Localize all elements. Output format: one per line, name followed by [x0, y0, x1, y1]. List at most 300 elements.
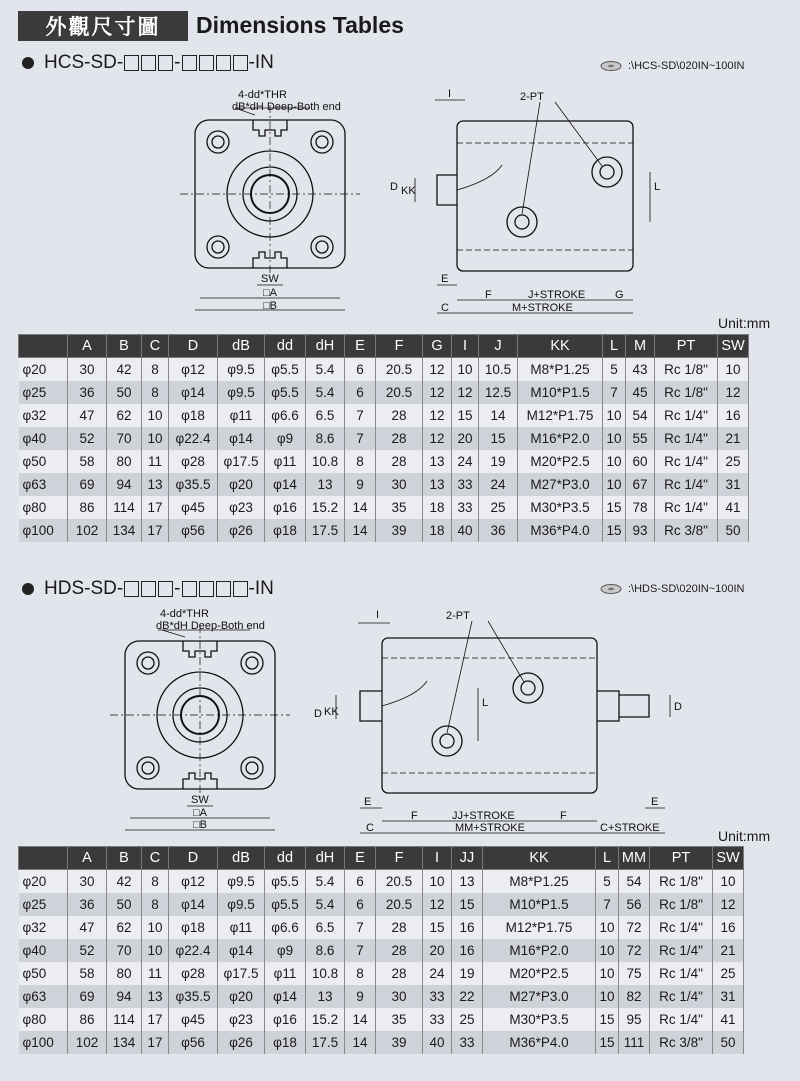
table-cell: φ14 [265, 985, 306, 1008]
table-cell: φ14 [169, 381, 218, 404]
column-header: L [596, 847, 619, 870]
label-kk: KK [401, 185, 416, 197]
table-row [19, 427, 749, 450]
table-cell: 12 [423, 893, 452, 916]
table-cell: 14 [345, 496, 376, 519]
table-cell: 15 [603, 496, 626, 519]
table-cell: 39 [376, 519, 423, 542]
table-cell: 24 [423, 962, 452, 985]
table-cell: 33 [452, 473, 479, 496]
column-header: J [479, 335, 518, 358]
column-header: dH [306, 335, 345, 358]
table-cell: 15 [596, 1008, 619, 1031]
table-cell: 20.5 [376, 893, 423, 916]
table-cell: φ35.5 [169, 473, 218, 496]
table-cell: 12 [423, 427, 452, 450]
table-cell: 10.8 [306, 962, 345, 985]
table-cell: 11 [142, 450, 169, 473]
table-cell: 15 [479, 427, 518, 450]
table-cell: 70 [107, 939, 142, 962]
table-cell: 15 [423, 916, 452, 939]
table-cell: 12 [718, 381, 749, 404]
table-cell: φ18 [169, 916, 218, 939]
table-cell: Rc 1/4" [650, 962, 713, 985]
table-row [19, 358, 749, 382]
table-cell: 14 [479, 404, 518, 427]
table-cell: 33 [423, 1008, 452, 1031]
table-cell: 25 [718, 450, 749, 473]
table-cell: 15 [596, 1031, 619, 1054]
label-c: C [441, 302, 449, 314]
disc-icon [600, 583, 622, 595]
table-cell: 134 [107, 519, 142, 542]
blank-box-icon [141, 581, 156, 597]
table-cell: 93 [626, 519, 655, 542]
table-header-row [19, 335, 749, 358]
table-cell: 10 [596, 916, 619, 939]
table-row [19, 519, 749, 542]
table-cell: 24 [452, 450, 479, 473]
file-path-text: :\HDS-SD\020IN~100IN [628, 583, 745, 595]
table-cell: 20.5 [376, 358, 423, 382]
table-cell: 28 [376, 404, 423, 427]
column-header: A [68, 335, 107, 358]
table-cell: φ11 [265, 962, 306, 985]
table-cell: 31 [713, 985, 744, 1008]
table-cell: 10 [596, 985, 619, 1008]
table-cell: 102 [68, 519, 107, 542]
hcs-dimensions-table [18, 334, 749, 542]
label-sw: SW [261, 273, 279, 285]
table-cell: 13 [423, 450, 452, 473]
table-cell: 14 [345, 1008, 376, 1031]
column-header: D [169, 335, 218, 358]
table-cell: 5.4 [306, 358, 345, 382]
table-row [19, 1031, 744, 1054]
table-cell: 8.6 [306, 939, 345, 962]
table-cell: 10 [713, 870, 744, 894]
table-cell: 6.5 [306, 404, 345, 427]
table-cell: 10 [603, 404, 626, 427]
table-cell: 10 [142, 427, 169, 450]
bullet-icon [22, 57, 34, 69]
table-cell: 55 [626, 427, 655, 450]
bore-size-cell: φ40 [19, 427, 68, 450]
bore-size-cell: φ80 [19, 1008, 68, 1031]
table-cell: 7 [345, 427, 376, 450]
table-cell: 10 [603, 427, 626, 450]
table-cell: 8 [142, 893, 169, 916]
label-mm-stroke: MM+STROKE [455, 822, 525, 834]
table-cell: 8 [345, 450, 376, 473]
label-f: F [485, 289, 492, 301]
table-row [19, 939, 744, 962]
table-cell: 17.5 [306, 1031, 345, 1054]
table-cell: 33 [423, 985, 452, 1008]
table-cell: 10 [603, 473, 626, 496]
side-view-body [457, 121, 633, 271]
page-title: Dimensions Tables [196, 12, 404, 38]
column-header: M [626, 335, 655, 358]
table-cell: 12 [423, 358, 452, 382]
table-cell: 10.8 [306, 450, 345, 473]
table-cell: 52 [68, 939, 107, 962]
table-cell: Rc 1/4" [650, 985, 713, 1008]
table-cell: 15 [603, 519, 626, 542]
column-header: F [376, 335, 423, 358]
table-cell: 16 [452, 916, 483, 939]
table-cell: 39 [376, 1031, 423, 1054]
table-cell: Rc 1/4" [655, 404, 718, 427]
table-cell: 114 [107, 496, 142, 519]
file-path-text: :\HCS-SD\020IN~100IN [628, 60, 745, 72]
table-cell: 56 [619, 893, 650, 916]
table-cell: φ16 [265, 1008, 306, 1031]
table-cell: φ14 [265, 473, 306, 496]
column-header: KK [518, 335, 603, 358]
blank-box-icon [182, 55, 197, 71]
label-a: □A [193, 807, 207, 819]
table-cell: 13 [142, 985, 169, 1008]
label-b: □B [263, 300, 277, 312]
label-pt: 2-PT [446, 610, 470, 622]
table-cell: 42 [107, 870, 142, 894]
table-row [19, 496, 749, 519]
table-cell: 5.4 [306, 870, 345, 894]
table-cell: 12 [423, 404, 452, 427]
table-cell: 19 [452, 962, 483, 985]
table-cell: 62 [107, 404, 142, 427]
table-cell: φ56 [169, 519, 218, 542]
table-cell: Rc 1/8" [650, 870, 713, 894]
table-cell: 35 [376, 496, 423, 519]
column-header: D [169, 847, 218, 870]
table-cell: φ5.5 [265, 381, 306, 404]
table-cell: 42 [107, 358, 142, 382]
column-header: dd [265, 335, 306, 358]
file-path-hcs [600, 60, 744, 72]
table-cell: M8*P1.25 [483, 870, 596, 894]
table-cell: 33 [452, 1031, 483, 1054]
header-badge: 外觀尺寸圖 [18, 11, 188, 41]
table-cell: 30 [376, 985, 423, 1008]
table-cell: 20 [452, 427, 479, 450]
column-header: C [142, 335, 169, 358]
table-cell: 14 [345, 519, 376, 542]
column-header: MM [619, 847, 650, 870]
table-cell: 28 [376, 916, 423, 939]
table-cell: 60 [626, 450, 655, 473]
table-row [19, 893, 744, 916]
table-cell: Rc 1/4" [650, 939, 713, 962]
table-cell: 10 [596, 939, 619, 962]
table-cell: φ45 [169, 1008, 218, 1031]
table-cell: 13 [306, 985, 345, 1008]
column-header: PT [655, 335, 718, 358]
table-cell: M12*P1.75 [483, 916, 596, 939]
table-cell: 17 [142, 496, 169, 519]
label-jj-stroke: JJ+STROKE [452, 810, 515, 822]
table-cell: 75 [619, 962, 650, 985]
label-e: E [364, 796, 372, 808]
table-cell: 5 [596, 870, 619, 894]
table-cell: φ28 [169, 450, 218, 473]
table-cell: 13 [142, 473, 169, 496]
table-cell: 31 [718, 473, 749, 496]
column-header: B [107, 847, 142, 870]
table-cell: 20 [423, 939, 452, 962]
table-cell: 72 [619, 939, 650, 962]
column-header: JJ [452, 847, 483, 870]
table-cell: φ35.5 [169, 985, 218, 1008]
table-cell: 10 [452, 358, 479, 382]
table-header-row [19, 847, 744, 870]
table-cell: 17 [142, 1008, 169, 1031]
label-thr: 4-dd*THR [160, 608, 209, 620]
column-header: dH [306, 847, 345, 870]
table-cell: Rc 1/4" [650, 1008, 713, 1031]
table-cell: 58 [68, 962, 107, 985]
label-e: E [441, 273, 449, 285]
table-cell: 13 [306, 473, 345, 496]
table-cell: 21 [718, 427, 749, 450]
table-cell: φ45 [169, 496, 218, 519]
hcs-technical-drawing [160, 80, 800, 325]
hds-technical-drawing [100, 603, 800, 843]
label-f-right: F [560, 810, 567, 822]
table-row [19, 450, 749, 473]
model-prefix: HDS-SD- [44, 578, 124, 599]
table-cell: 10.5 [479, 358, 518, 382]
table-cell: 21 [713, 939, 744, 962]
table-cell: Rc 1/4" [655, 427, 718, 450]
table-cell: 15 [452, 893, 483, 916]
blank-box-icon [216, 581, 231, 597]
table-cell: 10 [423, 870, 452, 894]
column-header: G [423, 335, 452, 358]
label-g: G [615, 289, 624, 301]
label-a: □A [263, 287, 277, 299]
label-d: D [390, 181, 398, 193]
table-cell: 80 [107, 450, 142, 473]
table-cell: 22 [452, 985, 483, 1008]
table-cell: φ5.5 [265, 358, 306, 382]
table-cell: 7 [596, 893, 619, 916]
column-header: SW [713, 847, 744, 870]
table-cell: 78 [626, 496, 655, 519]
table-cell: φ6.6 [265, 916, 306, 939]
table-cell: φ12 [169, 358, 218, 382]
bore-size-cell: φ80 [19, 496, 68, 519]
label-j-stroke: J+STROKE [528, 289, 586, 301]
table-cell: 17 [142, 1031, 169, 1054]
table-cell: 18 [423, 496, 452, 519]
table-cell: φ9.5 [218, 893, 265, 916]
table-cell: φ23 [218, 496, 265, 519]
table-cell: 111 [619, 1031, 650, 1054]
table-cell: 28 [376, 450, 423, 473]
table-cell: 8 [142, 358, 169, 382]
table-cell: 16 [713, 916, 744, 939]
table-cell: φ14 [169, 893, 218, 916]
table-cell: φ11 [265, 450, 306, 473]
table-cell: 41 [718, 496, 749, 519]
bore-size-cell: φ50 [19, 450, 68, 473]
blank-box-icon [124, 55, 139, 71]
disc-icon [600, 60, 622, 72]
table-cell: Rc 3/8" [655, 519, 718, 542]
table-cell: 36 [68, 893, 107, 916]
column-header: E [345, 847, 376, 870]
table-cell: 13 [423, 473, 452, 496]
column-header: PT [650, 847, 713, 870]
table-cell: φ22.4 [169, 427, 218, 450]
model-separator: - [174, 52, 181, 73]
table-cell: 94 [107, 985, 142, 1008]
table-row [19, 473, 749, 496]
model-separator: - [174, 578, 181, 599]
table-cell: 114 [107, 1008, 142, 1031]
table-cell: φ28 [169, 962, 218, 985]
column-header [19, 847, 68, 870]
file-path-hds [600, 583, 744, 595]
table-cell: 67 [626, 473, 655, 496]
model-line-hcs [22, 52, 274, 74]
table-cell: φ12 [169, 870, 218, 894]
column-header: dB [218, 335, 265, 358]
table-cell: 15.2 [306, 1008, 345, 1031]
table-cell: 6 [345, 381, 376, 404]
label-d-right: D [674, 701, 682, 713]
table-cell: 35 [376, 1008, 423, 1031]
table-cell: 9 [345, 985, 376, 1008]
table-row [19, 870, 744, 894]
blank-box-icon [199, 55, 214, 71]
blank-box-icon [216, 55, 231, 71]
column-header: E [345, 335, 376, 358]
table-cell: 9 [345, 473, 376, 496]
bore-size-cell: φ25 [19, 893, 68, 916]
bore-size-cell: φ63 [19, 473, 68, 496]
label-i: I [376, 609, 380, 621]
table-cell: M8*P1.25 [518, 358, 603, 382]
table-cell: φ22.4 [169, 939, 218, 962]
table-cell: 5.4 [306, 381, 345, 404]
column-header: dd [265, 847, 306, 870]
table-cell: 6 [345, 358, 376, 382]
table-cell: φ11 [218, 404, 265, 427]
bore-size-cell: φ63 [19, 985, 68, 1008]
table-cell: 8 [142, 870, 169, 894]
table-row [19, 404, 749, 427]
table-cell: 12 [713, 893, 744, 916]
table-cell: 10 [718, 358, 749, 382]
table-cell: φ9.5 [218, 381, 265, 404]
table-cell: 50 [107, 381, 142, 404]
table-cell: φ26 [218, 1031, 265, 1054]
table-cell: 52 [68, 427, 107, 450]
blank-box-icon [141, 55, 156, 71]
label-l: L [654, 181, 661, 193]
table-cell: 47 [68, 916, 107, 939]
table-cell: 7 [345, 939, 376, 962]
table-cell: Rc 1/8" [655, 381, 718, 404]
unit-label-hcs: Unit:mm [718, 315, 771, 331]
label-e-right: E [651, 796, 659, 808]
bore-size-cell: φ50 [19, 962, 68, 985]
table-cell: M36*P4.0 [518, 519, 603, 542]
table-cell: 8 [345, 962, 376, 985]
table-cell: Rc 1/8" [650, 893, 713, 916]
table-cell: Rc 1/4" [655, 450, 718, 473]
blank-box-icon [124, 581, 139, 597]
table-cell: 19 [479, 450, 518, 473]
table-cell: 43 [626, 358, 655, 382]
table-cell: M10*P1.5 [518, 381, 603, 404]
blank-box-icon [233, 581, 248, 597]
label-d: D [314, 708, 322, 720]
table-cell: Rc 1/4" [650, 916, 713, 939]
bore-size-cell: φ100 [19, 1031, 68, 1054]
blank-box-icon [158, 55, 173, 71]
table-cell: φ5.5 [265, 870, 306, 894]
bullet-icon [22, 583, 34, 595]
table-cell: 36 [479, 519, 518, 542]
label-i: I [448, 88, 452, 100]
table-cell: 86 [68, 496, 107, 519]
table-cell: 25 [479, 496, 518, 519]
table-cell: φ9.5 [218, 870, 265, 894]
table-cell: 8.6 [306, 427, 345, 450]
table-cell: 13 [452, 870, 483, 894]
table-cell: φ5.5 [265, 893, 306, 916]
label-sw: SW [191, 794, 209, 806]
column-header [19, 335, 68, 358]
page-header [10, 8, 470, 44]
table-cell: 16 [452, 939, 483, 962]
hds-dimensions-table [18, 846, 744, 1054]
table-cell: 7 [345, 916, 376, 939]
label-f: F [411, 810, 418, 822]
column-header: F [376, 847, 423, 870]
blank-box-icon [199, 581, 214, 597]
table-cell: 86 [68, 1008, 107, 1031]
table-cell: Rc 1/4" [655, 496, 718, 519]
bore-size-cell: φ40 [19, 939, 68, 962]
bore-size-cell: φ20 [19, 358, 68, 382]
blank-box-icon [182, 581, 197, 597]
label-c-stroke: C+STROKE [600, 822, 660, 834]
table-cell: 10 [142, 404, 169, 427]
table-cell: 95 [619, 1008, 650, 1031]
table-cell: M10*P1.5 [483, 893, 596, 916]
table-cell: φ6.6 [265, 404, 306, 427]
table-cell: φ23 [218, 1008, 265, 1031]
table-cell: 15.2 [306, 496, 345, 519]
table-cell: M27*P3.0 [518, 473, 603, 496]
bore-size-cell: φ25 [19, 381, 68, 404]
table-cell: 36 [68, 381, 107, 404]
column-header: I [452, 335, 479, 358]
blank-box-icon [233, 55, 248, 71]
table-cell: 134 [107, 1031, 142, 1054]
table-cell: 41 [713, 1008, 744, 1031]
column-header: B [107, 335, 142, 358]
column-header: KK [483, 847, 596, 870]
table-cell: 25 [713, 962, 744, 985]
table-cell: 8 [142, 381, 169, 404]
table-cell: φ14 [218, 427, 265, 450]
